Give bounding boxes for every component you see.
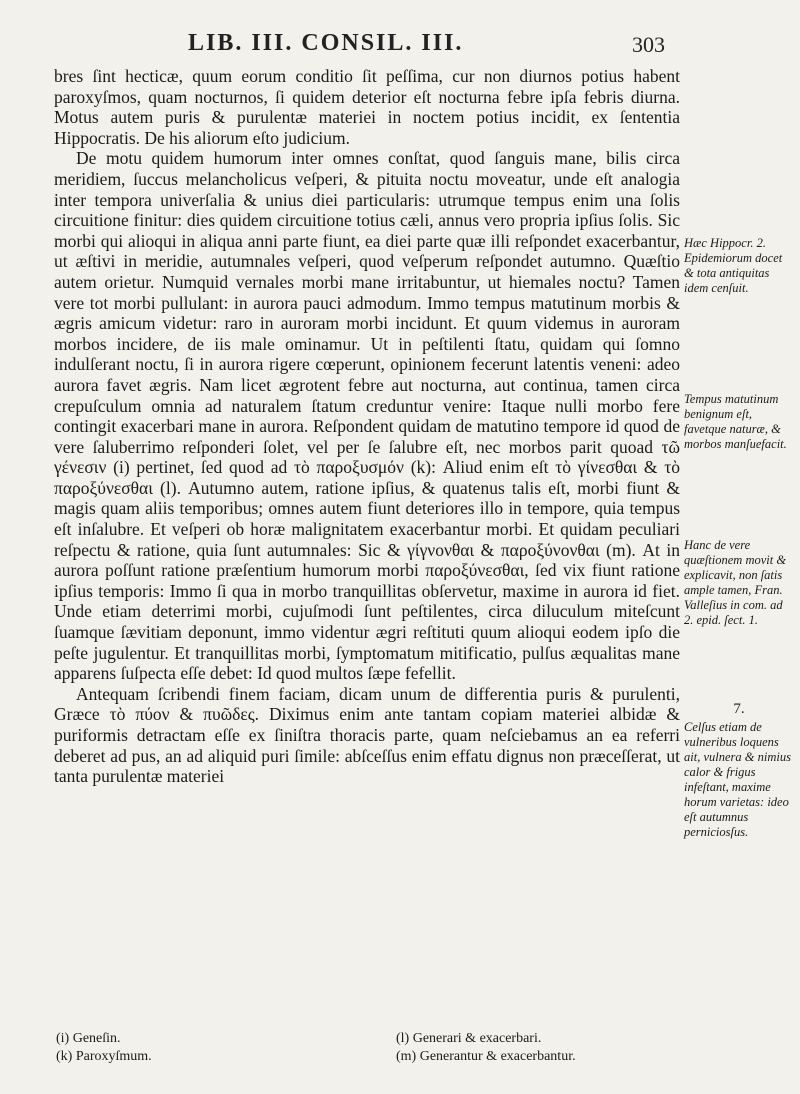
footnote-k — [56, 1048, 152, 1066]
footnote-text: Geneſin. — [72, 1031, 121, 1046]
footnote-mark: (l) — [396, 1031, 410, 1046]
paragraph-3: Antequam ſcribendi finem faciam, dicam unum de differentia puris & purulenti, Græce τὸ πύον & πυῶδες. Diximus enim ante tantam copiam materiei albidæ & puriformis detractam eſſe ex ſiniſtra thoracis parte, quam neſciebamus an ea referri deberet ad pus, an ad aliquid puri ſimile: abſceſſus enim effatu dignus non præceſſerat, ut tanta purulentæ materiei — [54, 683, 680, 787]
margin-note-2: Tempus matutinum benignum eſt, favetque naturæ, & morbos manſuefacit. — [684, 392, 787, 451]
margin-note-number-label: 7. — [733, 701, 745, 717]
page-number: 303 — [632, 32, 665, 57]
page-header — [0, 26, 800, 62]
footnote-m — [396, 1048, 576, 1066]
margin-note-number — [684, 700, 794, 718]
paragraph-1: bres ſint hecticæ, quum eorum conditio ſit peſſima, cur non diurnos potius habent paroxyſmos, quam nocturnos, ſi quidem deterior eſt nocturna febre ipſa febris diurna. Motus autem puris & purulentæ materiei in noctem potius incidit, ex ſententia Hippocratis. De his aliorum eſto judicium. — [54, 66, 680, 148]
footnote-text: Generari & exacerbari. — [412, 1031, 542, 1046]
main-text — [54, 66, 680, 787]
margin-note-1: Hæc Hippocr. 2. Epidemiorum docet & tota antiquitas idem cenſuit. — [684, 236, 783, 295]
footnote-text: Paroxyſmum. — [75, 1049, 152, 1064]
footnote-i — [56, 1030, 121, 1048]
footnote-mark: (k) — [56, 1049, 73, 1064]
paragraph-2: De motu quidem humorum inter omnes conſtat, quod ſanguis mane, bilis circa meridiem, ſuccus melancholicus veſperi, & pituita noctu moveatur, unde eſt analogia inter tempora univerſalia & unius diei particularis: utrumque tempus enim una ſolis circuitione finitur: dies quidem circuitione totius cæli, annus vero propria ipſius ſolis. Sic morbi qui alioqui in aliqua anni parte fiunt, ea diei parte quæ illi reſpondet exacerbantur, ut æſtivi in meridie, autumnales veſperi, quod veſperum reſpondet autumno. Quæſtio autem orietur. Numquid vernales morbi mane irritabuntur, ut hiemales noctu? Tamen vere tot morbi pullulant: in aurora pauci admodum. Immo tempus matutinum morbis & ægris amicum videtur: raro in auroram morbi incidunt. Et quum videmus in auroram morbos incidere, de iis male ominamur. Ut in peſtilenti ſtatu, quidam qui ſomno indulſerant noctu, ſi in aurora rigere cœperunt, opinionem fecerunt latentis veneni: adeo aurora favet ægris. Nam licet ægrotent febre aut nocturna, aut continua, tamen circa crepuſculum omnia ad naturalem ſtatum creduntur venire: Itaque nulli morbo fere contingit exacerbari mane in aurora. Reſpondent quidam de matutino tempore id quod de vere ſaluberrimo reſponderi ſolet, vel per ſe ſalubre eſt, nec morbos parit quoad τῶ γένεσιν (i) pertinet, ſed quod ad τὸ παροξυσμόν (k): Aliud enim eſt τὸ γίνεσθαι & τὸ παροξύνεσθαι (l). Autumno autem, ratione ipſius, & quatenus talis eſt, morbi fiunt & magis quam aliis temporibus; omnes autem fiunt deteriores illo in tempore, quia tempus eſt inſalubre. Et veſperi ob horæ malignitatem exacerbantur morbi. Et quidam peculiari reſpectu & ratione, quia ſunt autumnales: Sic & γίγνονθαι & παροξύνονθαι (m). At in aurora poſſunt ratione præſentium humorum morbi παροξύνεσθαι, ſed vix fiunt ratione ipſius temporis: Immo ſi qua in morbo tranquillitas obſervetur, maxime in aurora id fiet. Unde etiam deterrimi morbi, cujuſmodi ſunt peſtilentes, circa diluculum miteſcunt ſuamque ſævitiam deponunt, immo videntur ægri reſtituti quum alioqui eodem ipſo die peſte jugulentur. Et tranquillitas morbi, ſymptomatum mitificatio, pulſus æqualitas mane apparens ſuſpecta eſſe debet: Id quod multos ſæpe fefellit. — [54, 148, 680, 684]
footnote-mark: (i) — [56, 1031, 70, 1046]
margin-note-3: Hanc de vere quæſtionem movit & explicavit, non ſatis ample tamen, Fran. Valleſius in com. ad 2. epid. ſect. 1. — [684, 538, 787, 627]
footnote-text: Generantur & exacerbantur. — [419, 1049, 576, 1064]
footnote-l — [396, 1030, 541, 1048]
footnote-mark: (m) — [396, 1049, 417, 1064]
running-head: LIB. III. CONSIL. III. — [188, 30, 464, 56]
margin-note-4: Celſus etiam de vulneribus loquens ait, vulnera & nimius calor & frigus infeſtant, maxime horum varietas: ideo eſt autumnus perniciosſus. — [684, 720, 791, 839]
